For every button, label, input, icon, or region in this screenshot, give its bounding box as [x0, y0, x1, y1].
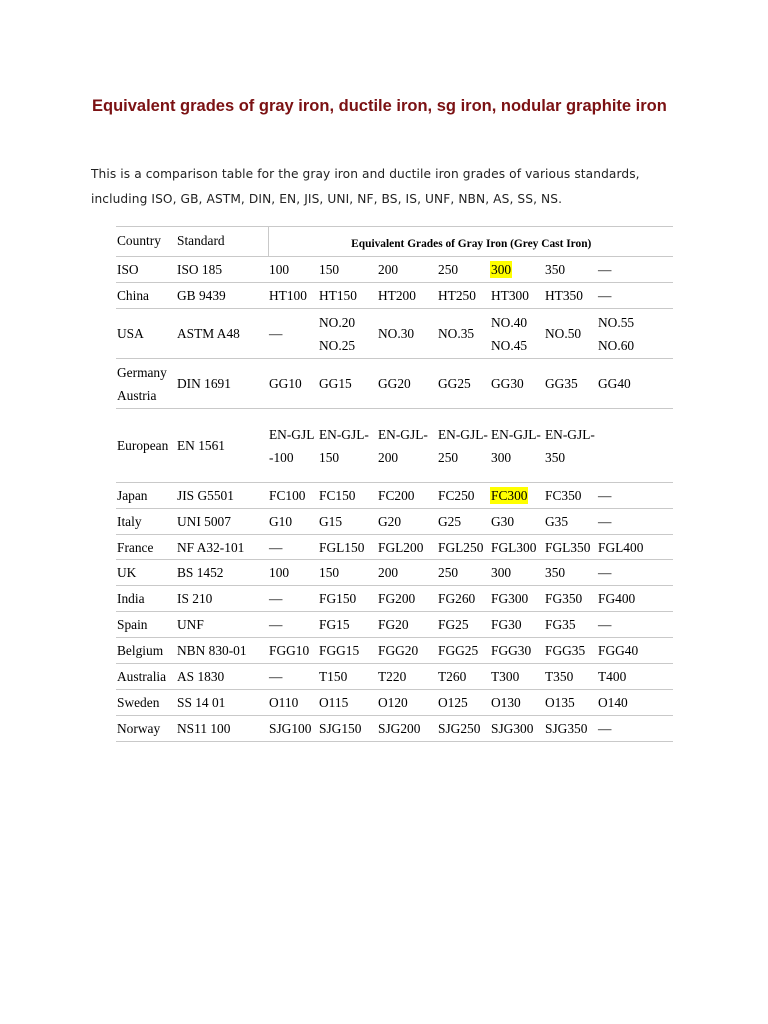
grade-cell: T220 — [378, 669, 407, 684]
grades-column-header: Equivalent Grades of Gray Iron (Grey Cast Iron) — [268, 227, 673, 257]
grade-cell: 250 — [438, 262, 459, 277]
grade-cell: EN-GJL-150 — [319, 426, 369, 465]
grade-cell: — — [598, 488, 612, 503]
grade-cell: EN-GJL-350 — [545, 426, 595, 465]
grade-cell: O130 — [491, 695, 521, 710]
grade-cell: 100 — [269, 262, 290, 277]
grade-cell: FG25 — [438, 617, 469, 632]
grade-cell: FGG20 — [378, 643, 419, 658]
country-cell: Germany Austria — [117, 364, 167, 403]
country-cell: Spain — [117, 617, 148, 632]
country-cell: USA — [117, 326, 144, 341]
grade-cell: SJG150 — [319, 721, 362, 736]
grade-cell: G15 — [319, 514, 343, 529]
table-row — [116, 716, 673, 742]
grade-cell: FGL150 — [319, 539, 365, 555]
country-cell: Japan — [117, 488, 148, 503]
table-row — [116, 612, 673, 638]
grade-cell: FGG40 — [598, 643, 639, 658]
grade-cell: GG10 — [269, 376, 302, 391]
grade-cell: — — [269, 591, 283, 606]
grade-cell: G25 — [438, 514, 462, 529]
grade-cell: GG25 — [438, 376, 471, 391]
grade-cell: — — [269, 539, 283, 555]
country-cell: Belgium — [117, 643, 164, 658]
grade-cell: SJG250 — [438, 721, 481, 736]
country-cell: UK — [117, 565, 137, 580]
grade-cell: GG35 — [545, 376, 578, 391]
grade-cell: 350 — [545, 262, 566, 277]
grade-cell: FGL200 — [378, 539, 424, 555]
table-row — [116, 690, 673, 716]
standard-cell: IS 210 — [177, 591, 213, 606]
grade-cell: — — [598, 514, 612, 529]
grade-cell: — — [598, 617, 612, 632]
grade-cell: NO.35 — [438, 326, 475, 341]
grade-cell: 350 — [545, 565, 566, 580]
table-row — [116, 257, 673, 283]
grade-cell: HT150 — [319, 288, 357, 303]
grade-cell: NO.50 — [545, 326, 582, 341]
grade-cell: NO.40 NO.45 — [491, 314, 528, 353]
country-cell: Italy — [117, 514, 142, 529]
grade-cell: T400 — [598, 669, 627, 684]
grade-cell: FGL250 — [438, 539, 484, 555]
country-cell: China — [117, 288, 149, 303]
equivalent-grades-table — [116, 226, 673, 742]
grade-cell: — — [598, 721, 612, 736]
grade-cell: FG20 — [378, 617, 409, 632]
grade-cell: GG15 — [319, 376, 352, 391]
grade-cell: FG300 — [491, 591, 529, 606]
grade-cell: FC150 — [319, 488, 356, 503]
highlighted-grade-cell — [490, 257, 544, 283]
grade-cell: G20 — [378, 514, 402, 529]
grade-cell: O110 — [269, 695, 299, 710]
standard-cell: NF A32-101 — [177, 539, 245, 555]
country-cell: Norway — [117, 721, 161, 736]
standard-cell: AS 1830 — [177, 669, 225, 684]
grade-cell: FG400 — [598, 591, 636, 606]
grade-cell: FG150 — [319, 591, 357, 606]
standard-cell: SS 14 01 — [177, 695, 226, 710]
grade-cell: FG15 — [319, 617, 350, 632]
highlighted-grade-cell — [490, 483, 544, 509]
grade-cell: O140 — [598, 695, 628, 710]
grade-cell: — — [269, 326, 283, 341]
standard-cell: JIS G5501 — [177, 488, 234, 503]
grade-cell: EN-GJL-100 — [269, 426, 315, 465]
table-row — [116, 560, 673, 586]
grade-cell: FG30 — [491, 617, 522, 632]
grade-cell: SJG300 — [491, 721, 534, 736]
grade-cell: O120 — [378, 695, 408, 710]
grade-cell: G35 — [545, 514, 569, 529]
grade-cell: EN-GJL-250 — [438, 426, 488, 465]
grade-cell: EN-GJL-200 — [378, 426, 428, 465]
table-row — [116, 409, 673, 483]
country-cell: France — [117, 539, 154, 555]
country-column-header: Country — [117, 233, 161, 248]
grade-cell: FG35 — [545, 617, 576, 632]
grade-cell: — — [269, 617, 283, 632]
grade-cell: FGG35 — [545, 643, 586, 658]
highlight-mark: 300 — [491, 262, 512, 277]
grade-cell: — — [598, 262, 612, 277]
table-row — [116, 638, 673, 664]
grade-cell: HT250 — [438, 288, 476, 303]
country-cell: India — [117, 591, 145, 606]
grade-cell: FG350 — [545, 591, 583, 606]
table-row — [116, 535, 673, 560]
grade-cell: 100 — [269, 565, 290, 580]
grade-cell: FGG30 — [491, 643, 532, 658]
highlight-mark: FC300 — [491, 488, 528, 503]
grade-cell: FC350 — [545, 488, 582, 503]
grade-cell: 200 — [378, 565, 399, 580]
grade-cell: 250 — [438, 565, 459, 580]
grade-cell: GG20 — [378, 376, 411, 391]
standard-cell: ISO 185 — [177, 262, 223, 277]
grade-cell: T350 — [545, 669, 574, 684]
grade-cell: NO.55 NO.60 — [598, 314, 635, 353]
country-cell: European — [117, 438, 169, 453]
grade-cell: HT200 — [378, 288, 416, 303]
page-title: Equivalent grades of gray iron, ductile iron, sg iron, nodular graphite iron — [92, 97, 667, 115]
grade-cell: — — [598, 288, 612, 303]
standard-cell: GB 9439 — [177, 288, 226, 303]
grade-cell: SJG100 — [269, 721, 312, 736]
grade-cell: FC100 — [269, 488, 306, 503]
grade-cell: FGG10 — [269, 643, 310, 658]
grade-cell: T300 — [491, 669, 520, 684]
table-header-row — [116, 227, 673, 257]
country-cell: ISO — [117, 262, 139, 277]
grade-cell: SJG200 — [378, 721, 421, 736]
standard-cell: NS11 100 — [177, 721, 231, 736]
grade-cell — [597, 409, 673, 483]
grade-cell: T150 — [319, 669, 348, 684]
grade-cell: FG200 — [378, 591, 416, 606]
table-row — [116, 586, 673, 612]
grade-cell: HT350 — [545, 288, 583, 303]
standard-cell: UNF — [177, 617, 204, 632]
grade-cell: FGG25 — [438, 643, 479, 658]
table-row — [116, 283, 673, 309]
grade-cell: NO.20 NO.25 — [319, 314, 356, 353]
grade-cell: NO.30 — [378, 326, 415, 341]
grade-cell: HT300 — [491, 288, 529, 303]
grade-cell: 150 — [319, 565, 340, 580]
country-cell: Australia — [117, 669, 167, 684]
grade-cell: T260 — [438, 669, 467, 684]
grade-cell: 150 — [319, 262, 340, 277]
grade-cell: — — [598, 565, 612, 580]
standard-column-header: Standard — [177, 233, 225, 248]
standard-cell: BS 1452 — [177, 565, 224, 580]
standard-cell: EN 1561 — [177, 438, 225, 453]
grade-cell: GG40 — [598, 376, 631, 391]
grade-cell: O115 — [319, 695, 349, 710]
grade-cell: GG30 — [491, 376, 524, 391]
grade-cell: FG260 — [438, 591, 476, 606]
grade-cell: G10 — [269, 514, 293, 529]
grade-cell: 300 — [491, 565, 512, 580]
grade-cell: EN-GJL-300 — [491, 426, 541, 465]
grade-cell: FC200 — [378, 488, 415, 503]
grade-cell: FGL300 — [491, 539, 537, 555]
grade-cell: SJG350 — [545, 721, 588, 736]
grade-cell: FGL350 — [545, 539, 591, 555]
grade-cell: FC250 — [438, 488, 475, 503]
grade-cell: O135 — [545, 695, 575, 710]
table-row — [116, 509, 673, 535]
grade-cell: HT100 — [269, 288, 307, 303]
grade-cell: FGL400 — [598, 539, 644, 555]
standard-cell: UNI 5007 — [177, 514, 231, 529]
grade-cell: 200 — [378, 262, 399, 277]
table-row — [116, 483, 673, 509]
standard-cell: NBN 830-01 — [177, 643, 247, 658]
grade-cell: FGG15 — [319, 643, 360, 658]
standard-cell: DIN 1691 — [177, 376, 231, 391]
grade-cell: — — [269, 669, 283, 684]
standard-cell: ASTM A48 — [177, 326, 240, 341]
country-cell: Sweden — [117, 695, 160, 710]
table-row — [116, 309, 673, 359]
table-row — [116, 359, 673, 409]
intro-paragraph: This is a comparison table for the gray iron and ductile iron grades of various standards, including ISO, GB, ASTM, DIN, EN, JIS, UNI, NF, BS, IS, UNF, NBN, AS, SS, NS. — [91, 167, 640, 206]
table-row — [116, 664, 673, 690]
grade-cell: G30 — [491, 514, 515, 529]
grade-cell: O125 — [438, 695, 468, 710]
